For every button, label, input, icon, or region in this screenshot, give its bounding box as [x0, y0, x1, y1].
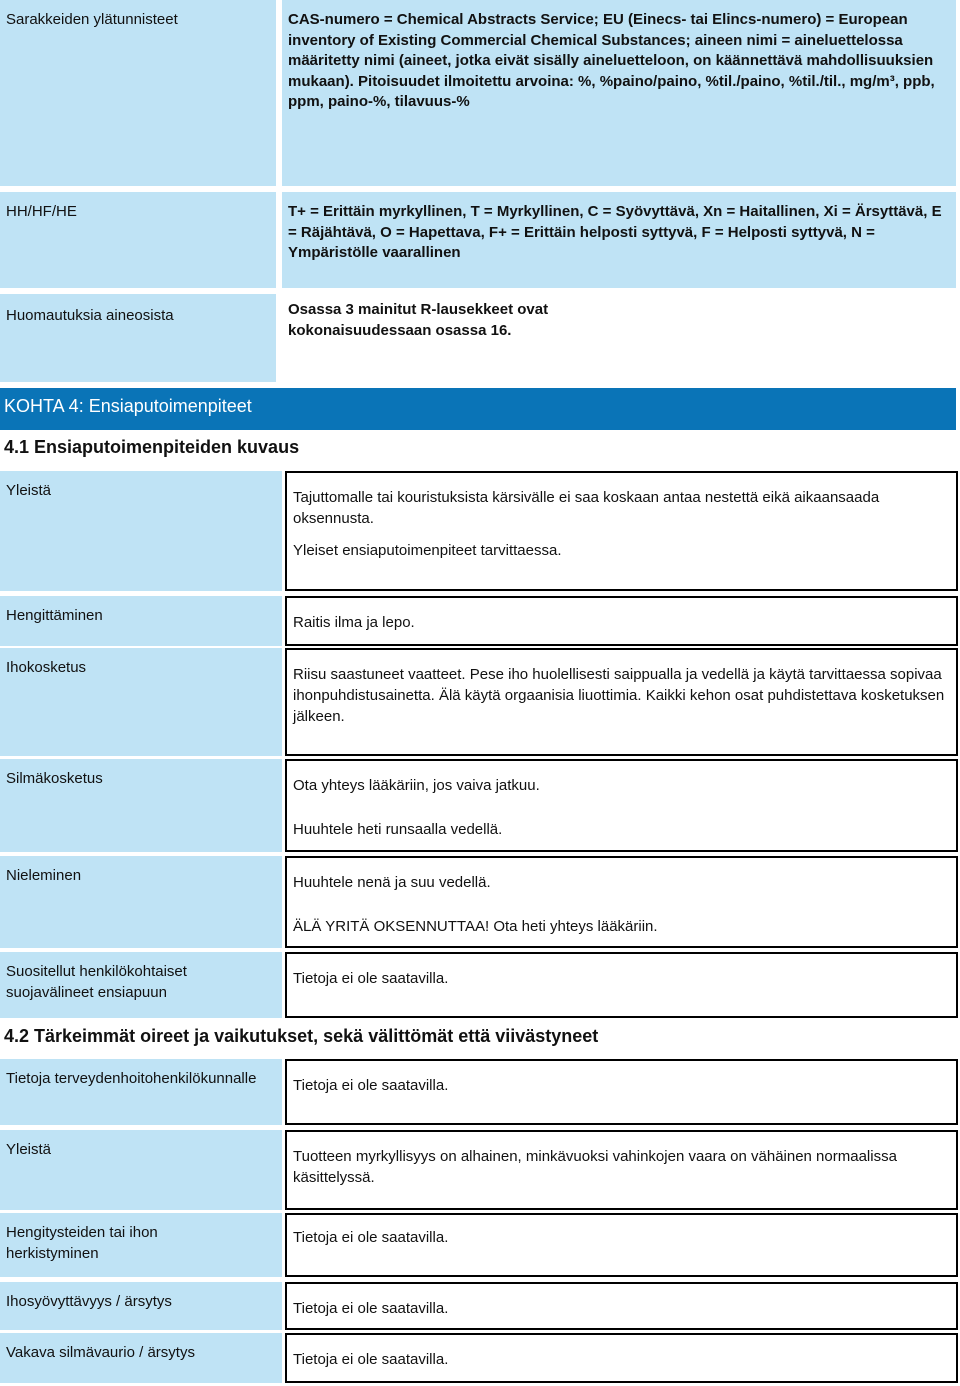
value-line: Yleiset ensiaputoimenpiteet tarvittaessa.	[293, 542, 562, 559]
row-value	[285, 1059, 958, 1125]
row-value	[285, 648, 958, 756]
row-label: Tietoja terveydenhoitohenkilökunnalle	[0, 1059, 282, 1125]
row-value	[285, 952, 958, 1018]
row-value	[285, 759, 958, 852]
value-line: Tietoja ei ole saatavilla.	[293, 1077, 449, 1094]
value-line: Tajuttomalle tai kouristuksista kärsivälle ei saa koskaan antaa nestettä eikä aikaansaada oksennusta.	[293, 489, 880, 527]
row-label: Hengitysteiden tai ihon herkistyminen	[0, 1213, 282, 1277]
row-label: Nieleminen	[0, 856, 282, 948]
row-label: Vakava silmävaurio / ärsytys	[0, 1333, 282, 1383]
row-value	[285, 856, 958, 948]
value-line: ÄLÄ YRITÄ OKSENNUTTAA! Ota heti yhteys lääkäriin.	[293, 918, 658, 935]
legend-text-cell-2	[282, 294, 956, 382]
value-line: Tietoja ei ole saatavilla.	[293, 1300, 449, 1317]
value-line: Tietoja ei ole saatavilla.	[293, 1229, 449, 1246]
value-line: Tuotteen myrkyllisyys on alhainen, minkävuoksi vahinkojen vaara on vähäinen normaalissa käsittelyssä.	[293, 1148, 897, 1186]
legend-text-cell-0	[282, 0, 956, 186]
section-title-bar	[0, 388, 956, 430]
legend-text: T+ = Erittäin myrkyllinen, T = Myrkyllinen, C = Syövyttävä, Xn = Haitallinen, Xi = Ärsyttävä, E = Räjähtävä, O = Hapettava, F+ = Erittäin helposti syttyvä, F = Helposti syttyvä, N = Ympäristölle vaarallinen	[288, 203, 942, 261]
legend-label-cell-2	[0, 294, 276, 382]
subsection-title: 4.2 Tärkeimmät oireet ja vaikutukset, sekä välittömät että viivästyneet	[4, 1026, 599, 1046]
value-line: Ota yhteys lääkäriin, jos vaiva jatkuu.	[293, 777, 540, 794]
value-line: Raitis ilma ja lepo.	[293, 614, 415, 631]
legend-label: Sarakkeiden ylätunnisteet	[6, 11, 178, 28]
row-label: Ihosyövyttävyys / ärsytys	[0, 1282, 282, 1330]
row-label: Yleistä	[0, 471, 282, 591]
value-line: Tietoja ei ole saatavilla.	[293, 970, 449, 987]
legend-text: Osassa 3 mainitut R-lausekkeet ovat kokonaisuudessaan osassa 16.	[288, 301, 549, 339]
row-value	[285, 471, 958, 591]
value-line: Huuhtele heti runsaalla vedellä.	[293, 821, 503, 838]
section-title: KOHTA 4: Ensiaputoimenpiteet	[4, 396, 252, 416]
legend-text-cell-1	[282, 192, 956, 288]
row-label: Suositellut henkilökohtaiset suojavälineet ensiapuun	[0, 952, 282, 1018]
legend-label: Huomautuksia aineosista	[6, 307, 174, 324]
value-line: Riisu saastuneet vaatteet. Pese iho huolellisesti saippualla ja vedellä ja käytä tarvittaessa sopivaa ihonpuhdistusainetta. Älä käytä orgaanisia liuottimia. Kaikki kehon osat puhdistettava kosketuksen jälkeen.	[293, 666, 945, 725]
row-label: Ihokosketus	[0, 648, 282, 756]
row-label: Hengittäminen	[0, 596, 282, 646]
row-value	[285, 1333, 958, 1383]
value-line: Huuhtele nenä ja suu vedellä.	[293, 874, 491, 891]
legend-text: CAS-numero = Chemical Abstracts Service; EU (Einecs- tai Elincs-numero) = European inventory of Existing Commercial Chemical Substances; aineen nimi = aineluettelossa määritetty nimi (aineet, jotka eivät sisälly aineluetteloon, on käännettävä mahdollisuuksien mukaan). Pitoisuudet ilmoitettu arvoina: %, %paino/paino, %til./paino, %til./til., mg/m³, ppb, ppm, paino-%, tilavuus-%	[288, 11, 935, 110]
row-value	[285, 1213, 958, 1277]
legend-label-cell-1	[0, 192, 276, 288]
legend-label: HH/HF/HE	[6, 203, 77, 220]
subsection-title: 4.1 Ensiaputoimenpiteiden kuvaus	[4, 437, 300, 457]
row-label: Silmäkosketus	[0, 759, 282, 852]
row-value	[285, 596, 958, 646]
row-value	[285, 1130, 958, 1210]
value-line: Tietoja ei ole saatavilla.	[293, 1351, 449, 1368]
row-value	[285, 1282, 958, 1330]
legend-label-cell-0	[0, 0, 276, 186]
row-label: Yleistä	[0, 1130, 282, 1210]
